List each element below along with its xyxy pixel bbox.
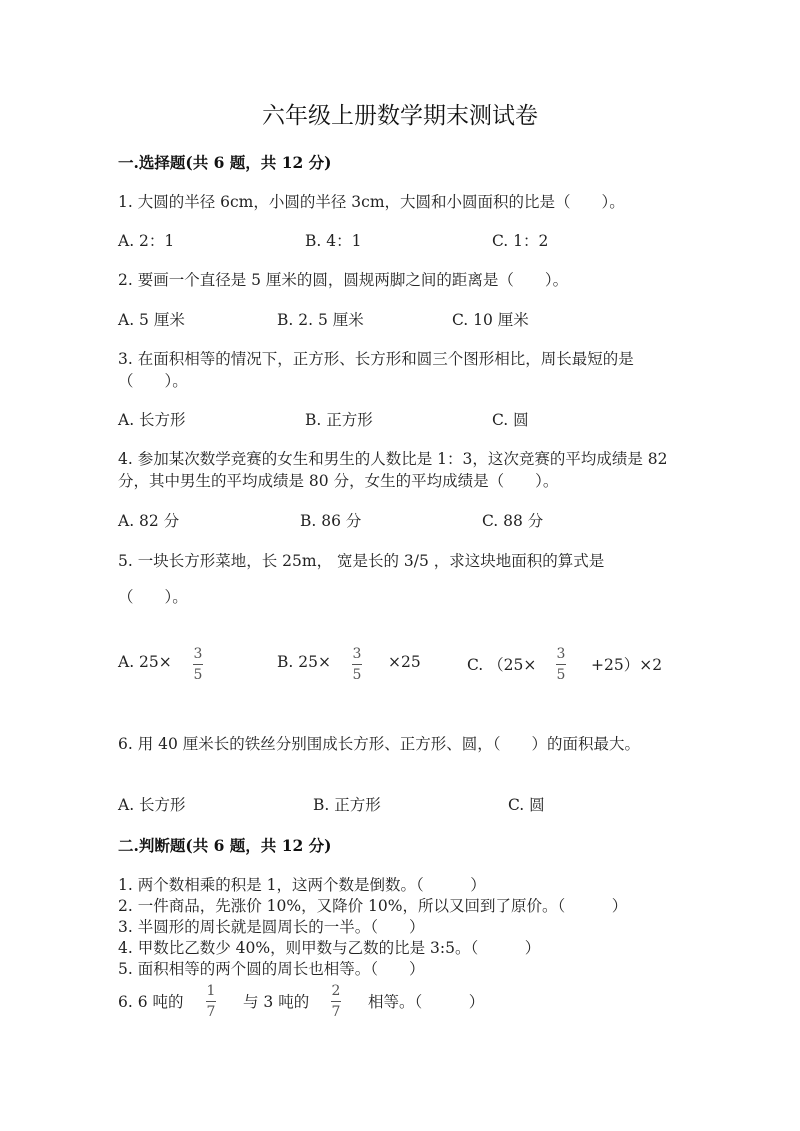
fraction-denominator: 7 [206, 1004, 216, 1020]
question-4-line-2: 分，其中男生的平均成绩是 80 分，女生的平均成绩是（ ）。 [118, 472, 559, 490]
q5-option-b-fraction [352, 647, 362, 682]
judgment-item-6-fraction-2 [331, 984, 341, 1019]
page-title: 六年级上册数学期末测试卷 [262, 103, 538, 129]
q2-option-a: A. 5 厘米 [118, 311, 185, 329]
fraction-bar [193, 664, 203, 665]
section-heading-choice: 一.选择题(共 6 题，共 12 分) [118, 153, 332, 172]
fraction-bar [352, 664, 362, 665]
judgment-item-2: 2. 一件商品，先涨价 10%，又降价 10%，所以又回到了原价。（ ） [118, 897, 628, 915]
q3-option-a: A. 长方形 [118, 411, 186, 429]
section-heading-judgment: 二.判断题(共 6 题，共 12 分) [118, 836, 332, 855]
fraction-bar [331, 1001, 341, 1002]
q5-option-c: C. （25× [467, 656, 537, 674]
question-4-line-1: 4. 参加某次数学竞赛的女生和男生的人数比是 1：3，这次竞赛的平均成绩是 82 [118, 450, 668, 468]
fraction-denominator: 7 [331, 1004, 341, 1020]
q5-option-b: B. 25× [277, 653, 331, 671]
fraction-bar [206, 1001, 216, 1002]
q4-option-c: C. 88 分 [482, 512, 544, 530]
q6-option-c: C. 圆 [508, 796, 545, 814]
fraction-bar [556, 664, 566, 665]
fraction-numerator: 3 [352, 646, 362, 662]
q2-option-b: B. 2. 5 厘米 [277, 311, 364, 329]
question-3-line-1: 3. 在面积相等的情况下，正方形、长方形和圆三个图形相比，周长最短的是 [118, 350, 634, 368]
q3-option-b: B. 正方形 [305, 411, 373, 429]
fraction-denominator: 5 [556, 667, 566, 683]
fraction-denominator: 5 [193, 667, 203, 683]
question-5-line-1: 5. 一块长方形菜地，长 25m， 宽是长的 3/5 ，求这块地面积的算式是 [118, 552, 605, 570]
judgment-item-3: 3. 半圆形的周长就是圆周长的一半。（ ） [118, 918, 425, 936]
q5-option-b-suffix: ×25 [388, 653, 421, 671]
q1-option-c: C. 1：2 [492, 232, 549, 250]
q3-option-c: C. 圆 [492, 411, 529, 429]
q6-option-b: B. 正方形 [313, 796, 381, 814]
q5-option-a: A. 25× [118, 653, 172, 671]
judgment-item-1: 1. 两个数相乘的积是 1，这两个数是倒数。（ ） [118, 876, 486, 894]
judgment-item-6-suffix: 相等。（ ） [368, 993, 485, 1011]
fraction-denominator: 5 [352, 667, 362, 683]
q4-option-b: B. 86 分 [300, 512, 362, 530]
fraction-numerator: 3 [556, 646, 566, 662]
question-3-line-2: （ ）。 [118, 372, 188, 390]
question-2: 2. 要画一个直径是 5 厘米的圆，圆规两脚之间的距离是（ ）。 [118, 271, 569, 289]
q1-option-b: B. 4：1 [305, 232, 362, 250]
q2-option-c: C. 10 厘米 [452, 311, 529, 329]
q1-option-a: A. 2：1 [118, 232, 175, 250]
fraction-numerator: 3 [193, 646, 203, 662]
question-1: 1. 大圆的半径 6cm，小圆的半径 3cm，大圆和小圆面积的比是（ ）。 [118, 193, 625, 211]
judgment-item-6-fraction-1 [206, 984, 216, 1019]
judgment-item-6-middle: 与 3 吨的 [243, 993, 310, 1011]
q4-option-a: A. 82 分 [118, 512, 180, 530]
question-6: 6. 用 40 厘米长的铁丝分别围成长方形、正方形、圆，（ ）的面积最大。 [118, 735, 641, 753]
q6-option-a: A. 长方形 [118, 796, 186, 814]
question-5-line-2: （ ）。 [118, 588, 188, 606]
q5-option-a-fraction [193, 647, 203, 682]
fraction-numerator: 1 [206, 983, 216, 999]
judgment-item-4: 4. 甲数比乙数少 40%，则甲数与乙数的比是 3:5。（ ） [118, 939, 541, 957]
judgment-item-6-prefix: 6. 6 吨的 [118, 993, 184, 1011]
judgment-item-5: 5. 面积相等的两个圆的周长也相等。（ ） [118, 960, 425, 978]
fraction-numerator: 2 [331, 983, 341, 999]
q5-option-c-suffix: +25）×2 [591, 656, 663, 674]
q5-option-c-fraction [556, 647, 566, 682]
